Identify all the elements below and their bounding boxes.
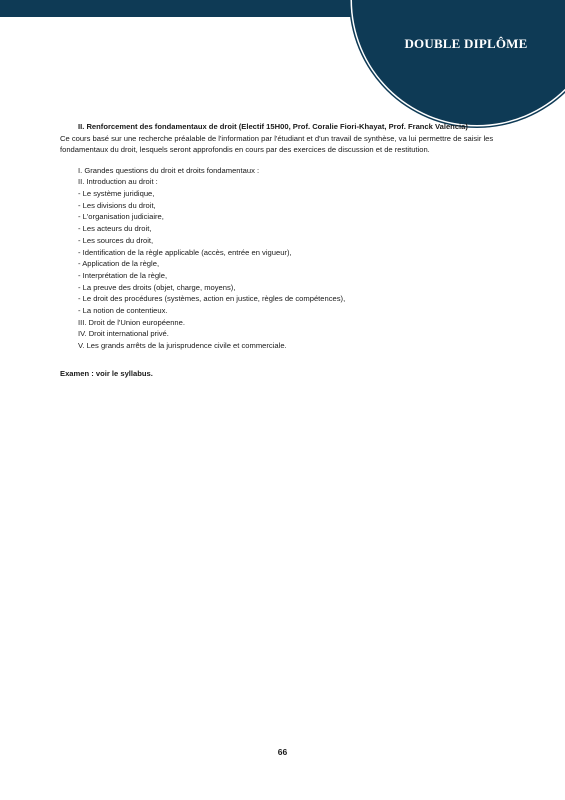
course-outline (78, 165, 515, 352)
outline-item: - Les divisions du droit, (78, 200, 156, 210)
outline-item: V. Les grands arrêts de la jurisprudence civile et commerciale. (78, 341, 287, 351)
course-description: Ce cours basé sur une recherche préalable de l'information par l'étudiant et d'un travail de synthèse, va lui permettre de saisir les fondamentaux du droit, lesquels seront approfondis en cours par des exercices de discussion et de restitution. (60, 134, 494, 155)
outline-item: - La notion de contentieux. (78, 306, 168, 316)
outline-item: - L'organisation judiciaire, (78, 212, 164, 222)
page-number: 66 (277, 747, 288, 757)
header-badge (352, 0, 565, 125)
outline-item: - Le système juridique, (78, 189, 155, 199)
outline-item: I. Grandes questions du droit et droits fondamentaux : (78, 165, 260, 175)
course-content (60, 121, 515, 379)
outline-item: - Les acteurs du droit, (78, 224, 152, 234)
exam-note: Examen : voir le syllabus. (60, 368, 153, 378)
outline-item: - Interprétation de la règle, (78, 270, 168, 280)
outline-item: - Identification de la règle applicable (accès, entrée en vigueur), (78, 247, 292, 257)
outline-item: - La preuve des droits (objet, charge, moyens), (78, 282, 236, 292)
outline-item: III. Droit de l'Union européenne. (78, 317, 185, 327)
outline-item: IV. Droit international privé. (78, 329, 169, 339)
outline-item: - Les sources du droit, (78, 235, 154, 245)
course-heading: II. Renforcement des fondamentaux de droit (Electif 15H00, Prof. Coralie Fiori-Khayat, Prof. Franck Valencia) (78, 122, 468, 131)
badge-title: DOUBLE DIPLÔME (404, 36, 528, 51)
outline-item: II. Introduction au droit : (78, 177, 158, 187)
outline-item: - Le droit des procédures (systèmes, action en justice, règles de compétences), (78, 294, 346, 304)
outline-item: - Application de la règle, (78, 259, 160, 269)
